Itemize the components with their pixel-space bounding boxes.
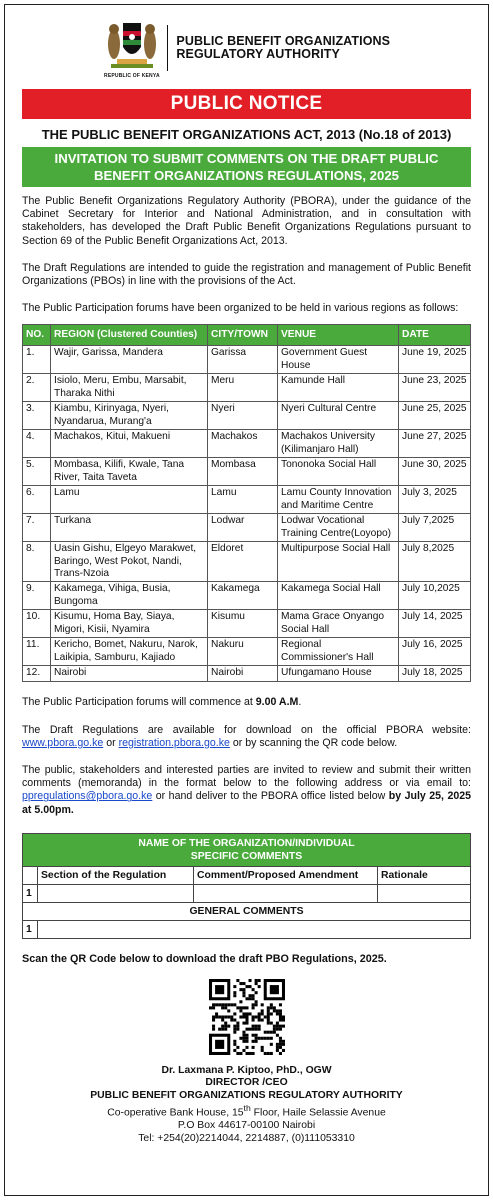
cell-date: June 23, 2025 bbox=[399, 374, 471, 402]
pbora-website-link[interactable]: www.pbora.go.ke bbox=[22, 736, 104, 749]
cell-no: 8. bbox=[23, 542, 51, 582]
cell-region: Kiambu, Kirinyaga, Nyeri, Nyandarua, Murang'a bbox=[51, 402, 208, 430]
submission-email-link[interactable]: ppregulations@pbora.go.ke bbox=[22, 790, 153, 803]
header-divider bbox=[167, 25, 169, 71]
regions-table bbox=[22, 324, 471, 682]
cell-venue: Nyeri Cultural Centre bbox=[278, 402, 399, 430]
commence-paragraph bbox=[22, 696, 471, 709]
submission-paragraph bbox=[22, 764, 471, 817]
cell-region: Kericho, Bomet, Nakuru, Narok, Laikipia, Samburu, Kajiado bbox=[51, 638, 208, 666]
cell-date: July 14, 2025 bbox=[399, 610, 471, 638]
commence-end: . bbox=[298, 696, 302, 709]
signatory-org: PUBLIC BENEFIT ORGANIZATIONS REGULATORY AUTHORITY bbox=[90, 1089, 403, 1101]
form-specific-row bbox=[23, 884, 471, 902]
cell-city: Kisumu bbox=[208, 610, 278, 638]
cell-date: June 30, 2025 bbox=[399, 458, 471, 486]
cell-no: 2. bbox=[23, 374, 51, 402]
cell-region: Lamu bbox=[51, 486, 208, 514]
cell-city: Nakuru bbox=[208, 638, 278, 666]
download-paragraph bbox=[22, 724, 471, 750]
table-row bbox=[23, 486, 471, 514]
cell-no: 3. bbox=[23, 402, 51, 430]
cell-date: July 16, 2025 bbox=[399, 638, 471, 666]
form-title-line1: NAME OF THE ORGANIZATION/INDIVIDUAL bbox=[138, 837, 355, 849]
cell-city: Lamu bbox=[208, 486, 278, 514]
form-title-line2: SPECIFIC COMMENTS bbox=[190, 850, 303, 862]
form-col-comment: Comment/Proposed Amendment bbox=[194, 866, 378, 884]
col-header-venue: VENUE bbox=[278, 325, 399, 346]
cell-venue: Government Guest House bbox=[278, 346, 399, 374]
form-cell-section bbox=[38, 884, 194, 902]
form-column-header-row bbox=[23, 866, 471, 884]
qr-caption: Scan the QR Code below to download the draft PBO Regulations, 2025. bbox=[22, 952, 387, 965]
col-header-no: NO. bbox=[23, 325, 51, 346]
org-name-line1: PUBLIC BENEFIT ORGANIZATIONS bbox=[176, 34, 391, 48]
cell-date: July 3, 2025 bbox=[399, 486, 471, 514]
cell-city: Lodwar bbox=[208, 514, 278, 542]
form-cell-rationale bbox=[378, 884, 471, 902]
public-notice-title: PUBLIC NOTICE bbox=[22, 89, 471, 119]
cell-no: 4. bbox=[23, 430, 51, 458]
col-header-region: REGION (Clustered Counties) bbox=[51, 325, 208, 346]
qr-code-icon[interactable] bbox=[209, 979, 285, 1055]
signatory-title: DIRECTOR /CEO bbox=[205, 1077, 288, 1089]
office-address bbox=[22, 1102, 471, 1120]
cell-venue: Lamu County Innovation and Maritime Centre bbox=[278, 486, 399, 514]
cell-city: Mombasa bbox=[208, 458, 278, 486]
forums-paragraph: The Public Participation forums have been organized to be held in various regions as follows: bbox=[22, 302, 459, 315]
address-part-1: Co-operative Bank House, 15 bbox=[107, 1107, 244, 1119]
address-part-2: Floor, Haile Selassie Avenue bbox=[250, 1107, 386, 1119]
signatory-name: Dr. Laxmana P. Kiptoo, PhD., OGW bbox=[161, 1064, 332, 1076]
cell-region: Mombasa, Kilifi, Kwale, Tana River, Taita Taveta bbox=[51, 458, 208, 486]
table-row bbox=[23, 374, 471, 402]
form-title bbox=[23, 833, 471, 866]
cell-no: 5. bbox=[23, 458, 51, 486]
address-floor-suffix: th bbox=[243, 1103, 251, 1114]
notice-page bbox=[4, 4, 489, 1196]
cell-no: 11. bbox=[23, 638, 51, 666]
org-name bbox=[176, 35, 390, 61]
form-general-row bbox=[23, 920, 471, 938]
org-name-line2: REGULATORY AUTHORITY bbox=[176, 47, 340, 61]
regions-table-header bbox=[23, 325, 471, 346]
submission-text-1: The public, stakeholders and interested parties are invited to review and submit their written comments (memoranda) in the format below to the following address or via email to: bbox=[22, 764, 471, 790]
cell-city: Machakos bbox=[208, 430, 278, 458]
signature-block bbox=[22, 1065, 471, 1145]
form-col-empty bbox=[23, 866, 38, 884]
cell-city: Nairobi bbox=[208, 666, 278, 682]
cell-region: Isiolo, Meru, Embu, Marsabit, Tharaka Nithi bbox=[51, 374, 208, 402]
commence-text: The Public Participation forums will commence at bbox=[22, 696, 256, 709]
intro-paragraph: The Public Benefit Organizations Regulatory Authority (PBORA), under the guidance of the Cabinet Secretary for Interior and National Administration, and in consultation with stakeholders, has developed the Draft Public Benefit Organizations Regulations pursuant to Section 69 of the Public Benefit Organizations Act, 2013. bbox=[22, 195, 471, 247]
table-row bbox=[23, 666, 471, 682]
submission-deadline: by July 25, 2025 at 5.00pm. bbox=[22, 790, 472, 816]
cell-city: Nyeri bbox=[208, 402, 278, 430]
table-row bbox=[23, 402, 471, 430]
form-title-row bbox=[23, 833, 471, 866]
col-header-city: CITY/TOWN bbox=[208, 325, 278, 346]
cell-date: July 8,2025 bbox=[399, 542, 471, 582]
cell-date: July 18, 2025 bbox=[399, 666, 471, 682]
submission-text-2: or hand deliver to the PBORA office listed below bbox=[152, 790, 389, 803]
commence-time: 9.00 A.M bbox=[255, 696, 299, 709]
form-general-header: GENERAL COMMENTS bbox=[23, 902, 471, 920]
cell-no: 7. bbox=[23, 514, 51, 542]
cell-venue: Kamunde Hall bbox=[278, 374, 399, 402]
cell-venue: Kakamega Social Hall bbox=[278, 582, 399, 610]
cell-city: Garissa bbox=[208, 346, 278, 374]
qr-code-container bbox=[22, 979, 471, 1055]
cell-date: June 27, 2025 bbox=[399, 430, 471, 458]
cell-date: June 19, 2025 bbox=[399, 346, 471, 374]
table-row bbox=[23, 430, 471, 458]
cell-date: July 7,2025 bbox=[399, 514, 471, 542]
invitation-title: INVITATION TO SUBMIT COMMENTS ON THE DRAFT PUBLIC BENEFIT ORGANIZATIONS REGULATIONS, 2025 bbox=[22, 147, 471, 187]
form-cell-comment bbox=[194, 884, 378, 902]
table-row bbox=[23, 458, 471, 486]
form-col-section: Section of the Regulation bbox=[38, 866, 194, 884]
cell-city: Kakamega bbox=[208, 582, 278, 610]
telephone: Tel: +254(20)2214044, 2214887, (0)111053310 bbox=[138, 1132, 355, 1144]
cell-venue: Ufungamano House bbox=[278, 666, 399, 682]
cell-venue: Lodwar Vocational Training Centre(Loyopo) bbox=[278, 514, 399, 542]
cell-region: Wajir, Garissa, Mandera bbox=[51, 346, 208, 374]
cell-no: 9. bbox=[23, 582, 51, 610]
cell-date: June 25, 2025 bbox=[399, 402, 471, 430]
cell-region: Uasin Gishu, Elgeyo Marakwet, Baringo, West Pokot, Nandi, Trans-Nzoia bbox=[51, 542, 208, 582]
table-row bbox=[23, 582, 471, 610]
table-row bbox=[23, 346, 471, 374]
cell-venue: Mama Grace Onyango Social Hall bbox=[278, 610, 399, 638]
cell-region: Machakos, Kitui, Makueni bbox=[51, 430, 208, 458]
crest-caption: REPUBLIC OF KENYA bbox=[104, 73, 160, 79]
cell-date: July 10,2025 bbox=[399, 582, 471, 610]
cell-region: Nairobi bbox=[51, 666, 208, 682]
form-row-number: 1 bbox=[23, 884, 38, 902]
col-header-date: DATE bbox=[399, 325, 471, 346]
table-row bbox=[23, 514, 471, 542]
comments-form-table bbox=[22, 833, 471, 939]
table-row bbox=[23, 610, 471, 638]
download-text-2: or bbox=[103, 736, 119, 749]
cell-city: Eldoret bbox=[208, 542, 278, 582]
cell-city: Meru bbox=[208, 374, 278, 402]
cell-no: 6. bbox=[23, 486, 51, 514]
cell-no: 1. bbox=[23, 346, 51, 374]
cell-no: 12. bbox=[23, 666, 51, 682]
header bbox=[22, 17, 471, 79]
cell-region: Kisumu, Homa Bay, Siaya, Migori, Kisii, Nyamira bbox=[51, 610, 208, 638]
cell-venue: Machakos University (Kilimanjaro Hall) bbox=[278, 430, 399, 458]
download-text-3: or by scanning the QR code below. bbox=[229, 736, 398, 749]
registration-portal-link[interactable]: registration.pbora.go.ke bbox=[118, 736, 230, 749]
po-box: P.O Box 44617-00100 Nairobi bbox=[177, 1120, 316, 1132]
purpose-paragraph: The Draft Regulations are intended to guide the registration and management of Public Benefit Organizations (PBOs) in line with the provisions of the Act. bbox=[22, 261, 471, 288]
act-title: THE PUBLIC BENEFIT ORGANIZATIONS ACT, 2013 (No.18 of 2013) bbox=[41, 127, 452, 142]
form-col-rationale: Rationale bbox=[378, 866, 471, 884]
cell-no: 10. bbox=[23, 610, 51, 638]
form-general-header-row bbox=[23, 902, 471, 920]
table-row bbox=[23, 638, 471, 666]
cell-venue: Tononoka Social Hall bbox=[278, 458, 399, 486]
download-text-1: The Draft Regulations are available for download on the official PBORA website: bbox=[22, 723, 471, 736]
cell-region: Kakamega, Vihiga, Busia, Bungoma bbox=[51, 582, 208, 610]
kenya-coat-of-arms-icon bbox=[103, 17, 161, 79]
form-general-cell bbox=[38, 920, 471, 938]
form-general-row-number: 1 bbox=[23, 920, 38, 938]
cell-venue: Regional Commissioner's Hall bbox=[278, 638, 399, 666]
cell-venue: Multipurpose Social Hall bbox=[278, 542, 399, 582]
table-row bbox=[23, 542, 471, 582]
cell-region: Turkana bbox=[51, 514, 208, 542]
